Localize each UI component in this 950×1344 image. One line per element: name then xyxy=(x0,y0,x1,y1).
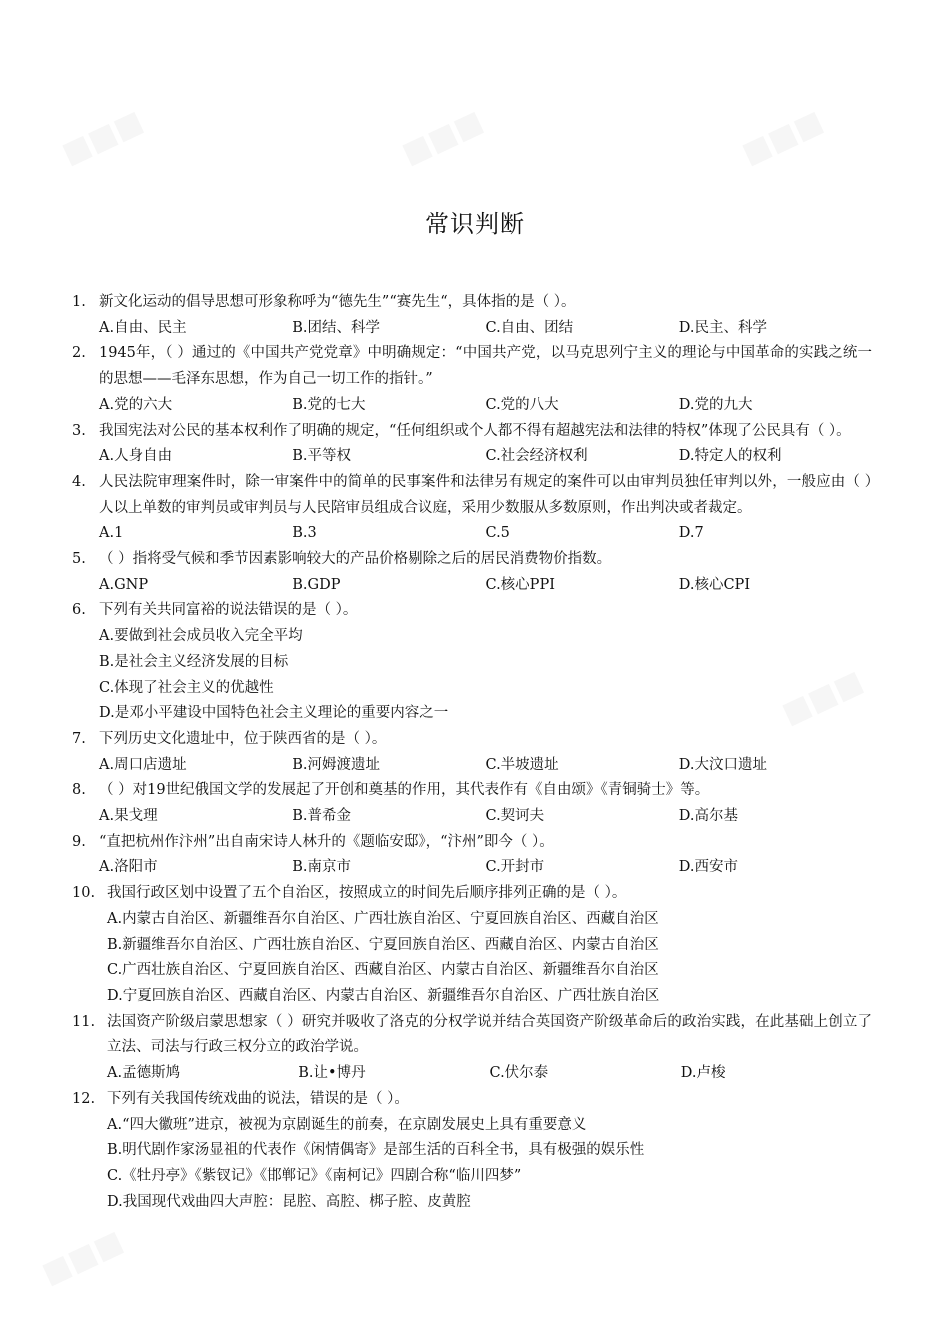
question-stem: 我国行政区划中设置了五个自治区，按照成立的时间先后顺序排列正确的是（ ）。 xyxy=(107,885,627,902)
option-a: A.GNP xyxy=(99,576,149,593)
question-2 xyxy=(72,341,872,418)
option-c: C.半坡遗址 xyxy=(485,756,559,773)
question-stem: （ ）指将受气候和季节因素影响较大的产品价格剔除之后的居民消费物价指数。 xyxy=(99,551,612,568)
option-d: D.特定人的权利 xyxy=(678,448,782,465)
question-stem: 1945年，（ ）通过的《中国共产党党章》中明确规定：“中国共产党，以马克思列宁主义的理论与中国革命的实践之统一的思想——毛泽东思想，作为自己一切工作的指针。” xyxy=(99,345,872,388)
watermark xyxy=(397,104,489,172)
question-5 xyxy=(72,547,872,598)
option-b: B.是社会主义经济发展的目标 xyxy=(99,653,289,670)
question-stem: 新文化运动的倡导思想可形象称呼为“德先生”“赛先生“，具体指的是（ ）。 xyxy=(99,294,576,310)
question-7 xyxy=(72,727,872,778)
question-number: 2. xyxy=(72,345,86,362)
option-a: A.人身自由 xyxy=(99,448,173,465)
question-list xyxy=(72,290,872,1215)
option-a: A.“四大徽班”进京，被视为京剧诞生的前奏，在京剧发展史上具有重要意义 xyxy=(107,1116,587,1133)
question-number: 12. xyxy=(72,1090,96,1107)
question-9 xyxy=(72,830,872,881)
question-number: 7. xyxy=(72,730,86,747)
option-a: A.周口店遗址 xyxy=(99,756,187,773)
option-c: C.开封市 xyxy=(485,859,545,876)
option-a: A.党的六大 xyxy=(99,396,173,413)
option-a: A.内蒙古自治区、新疆维吾尔自治区、广西壮族自治区、宁夏回族自治区、西藏自治区 xyxy=(107,910,659,927)
question-number: 5. xyxy=(72,551,86,568)
question-number: 6. xyxy=(72,602,86,619)
option-c: C.5 xyxy=(485,525,510,542)
option-c: C.核心PPI xyxy=(485,576,555,593)
option-b: B.团结、科学 xyxy=(292,319,381,336)
option-b: B.3 xyxy=(292,525,317,542)
page-title: 常识判断 xyxy=(425,210,525,238)
question-stem: “直把杭州作汴州”出自南宋诗人林升的《题临安邸》，“汴州”即今（ ）。 xyxy=(99,833,554,850)
question-stem: 下列有关共同富裕的说法错误的是（ ）。 xyxy=(99,602,358,619)
question-stem: 我国宪法对公民的基本权利作了明确的规定，“任何组织或个人都不得有超越宪法和法律的特权”体现了公民具有（ ）。 xyxy=(99,422,851,439)
question-stem: 下列历史文化遗址中，位于陕西省的是（ ）。 xyxy=(99,730,387,747)
option-d: D.我国现代戏曲四大声腔：昆腔、高腔、梆子腔、皮黄腔 xyxy=(107,1193,471,1210)
option-d: D.是邓小平建设中国特色社会主义理论的重要内容之一 xyxy=(99,705,449,722)
option-b: B.GDP xyxy=(292,576,341,593)
watermark xyxy=(57,104,149,172)
question-stem: 法国资产阶级启蒙思想家（ ）研究并吸收了洛克的分权学说并结合英国资产阶级革命后的政治实践，在此基础上创立了立法、司法与行政三权分立的政治学说。 xyxy=(107,1013,872,1056)
option-a: A.自由、民主 xyxy=(99,319,187,336)
option-d: D.民主、科学 xyxy=(678,319,767,336)
option-d: D.大汶口遗址 xyxy=(678,756,767,773)
option-a: A.果戈理 xyxy=(99,808,158,825)
option-d: D.卢梭 xyxy=(680,1065,726,1082)
option-d: D.核心CPI xyxy=(678,576,751,593)
option-d: D.宁夏回族自治区、西藏自治区、内蒙古自治区、新疆维吾尔自治区、广西壮族自治区 xyxy=(107,987,660,1004)
option-c: C.社会经济权利 xyxy=(485,448,588,465)
option-b: B.南京市 xyxy=(292,859,352,876)
question-11 xyxy=(72,1010,872,1087)
option-a: A.孟德斯鸠 xyxy=(107,1065,181,1082)
option-c: C.体现了社会主义的优越性 xyxy=(99,679,274,696)
option-b: B.让•博丹 xyxy=(298,1065,366,1082)
question-8 xyxy=(72,778,872,829)
option-d: D.7 xyxy=(678,525,704,542)
question-stem: 人民法院审理案件时，除一审案件中的简单的民事案件和法律另有规定的案件可以由审判员独任审判以外，一般应由（ ）人以上单数的审判员或审判员与人民陪审员组成合议庭，采用少数服从多数原则，作出判决或者裁定。 xyxy=(99,473,872,516)
question-number: 9. xyxy=(72,833,86,850)
question-10 xyxy=(72,881,872,1010)
watermark xyxy=(37,1224,129,1292)
option-c: C.自由、团结 xyxy=(485,319,574,336)
question-number: 1. xyxy=(72,294,86,310)
option-b: B.普希金 xyxy=(292,808,352,825)
option-a: A.洛阳市 xyxy=(99,859,158,876)
option-d: D.西安市 xyxy=(678,859,738,876)
question-number: 11. xyxy=(72,1013,96,1030)
question-number: 4. xyxy=(72,473,86,490)
question-stem: （ ）对19世纪俄国文学的发展起了开创和奠基的作用，其代表作有《自由颂》《青铜骑士》等。 xyxy=(99,782,710,799)
question-4 xyxy=(72,470,872,547)
watermark xyxy=(737,104,829,172)
option-b: B.河姆渡遗址 xyxy=(292,756,381,773)
question-number: 10. xyxy=(72,885,96,902)
option-c: C.党的八大 xyxy=(485,396,559,413)
question-12 xyxy=(72,1087,872,1216)
question-number: 8. xyxy=(72,782,86,799)
option-a: A.1 xyxy=(99,525,124,542)
question-1 xyxy=(72,290,872,341)
option-c: C.契诃夫 xyxy=(485,808,545,825)
question-6 xyxy=(72,598,872,727)
option-a: A.要做到社会成员收入完全平均 xyxy=(99,628,303,645)
option-b: B.党的七大 xyxy=(292,396,366,413)
question-3 xyxy=(72,419,872,470)
question-stem: 下列有关我国传统戏曲的说法，错误的是（ ）。 xyxy=(107,1090,409,1107)
option-c: C.《牡丹亭》《紫钗记》《邯郸记》《南柯记》四剧合称“临川四梦” xyxy=(107,1167,522,1184)
question-number: 3. xyxy=(72,422,86,439)
option-d: D.党的九大 xyxy=(678,396,753,413)
option-c: C.伏尔泰 xyxy=(489,1065,549,1082)
option-b: B.明代剧作家汤显祖的代表作《闲情偶寄》是部生活的百科全书，具有极强的娱乐性 xyxy=(107,1142,645,1159)
option-b: B.新疆维吾尔自治区、广西壮族自治区、宁夏回族自治区、西藏自治区、内蒙古自治区 xyxy=(107,936,659,953)
option-c: C.广西壮族自治区、宁夏回族自治区、西藏自治区、内蒙古自治区、新疆维吾尔自治区 xyxy=(107,962,659,979)
option-b: B.平等权 xyxy=(292,448,352,465)
option-d: D.高尔基 xyxy=(678,808,738,825)
